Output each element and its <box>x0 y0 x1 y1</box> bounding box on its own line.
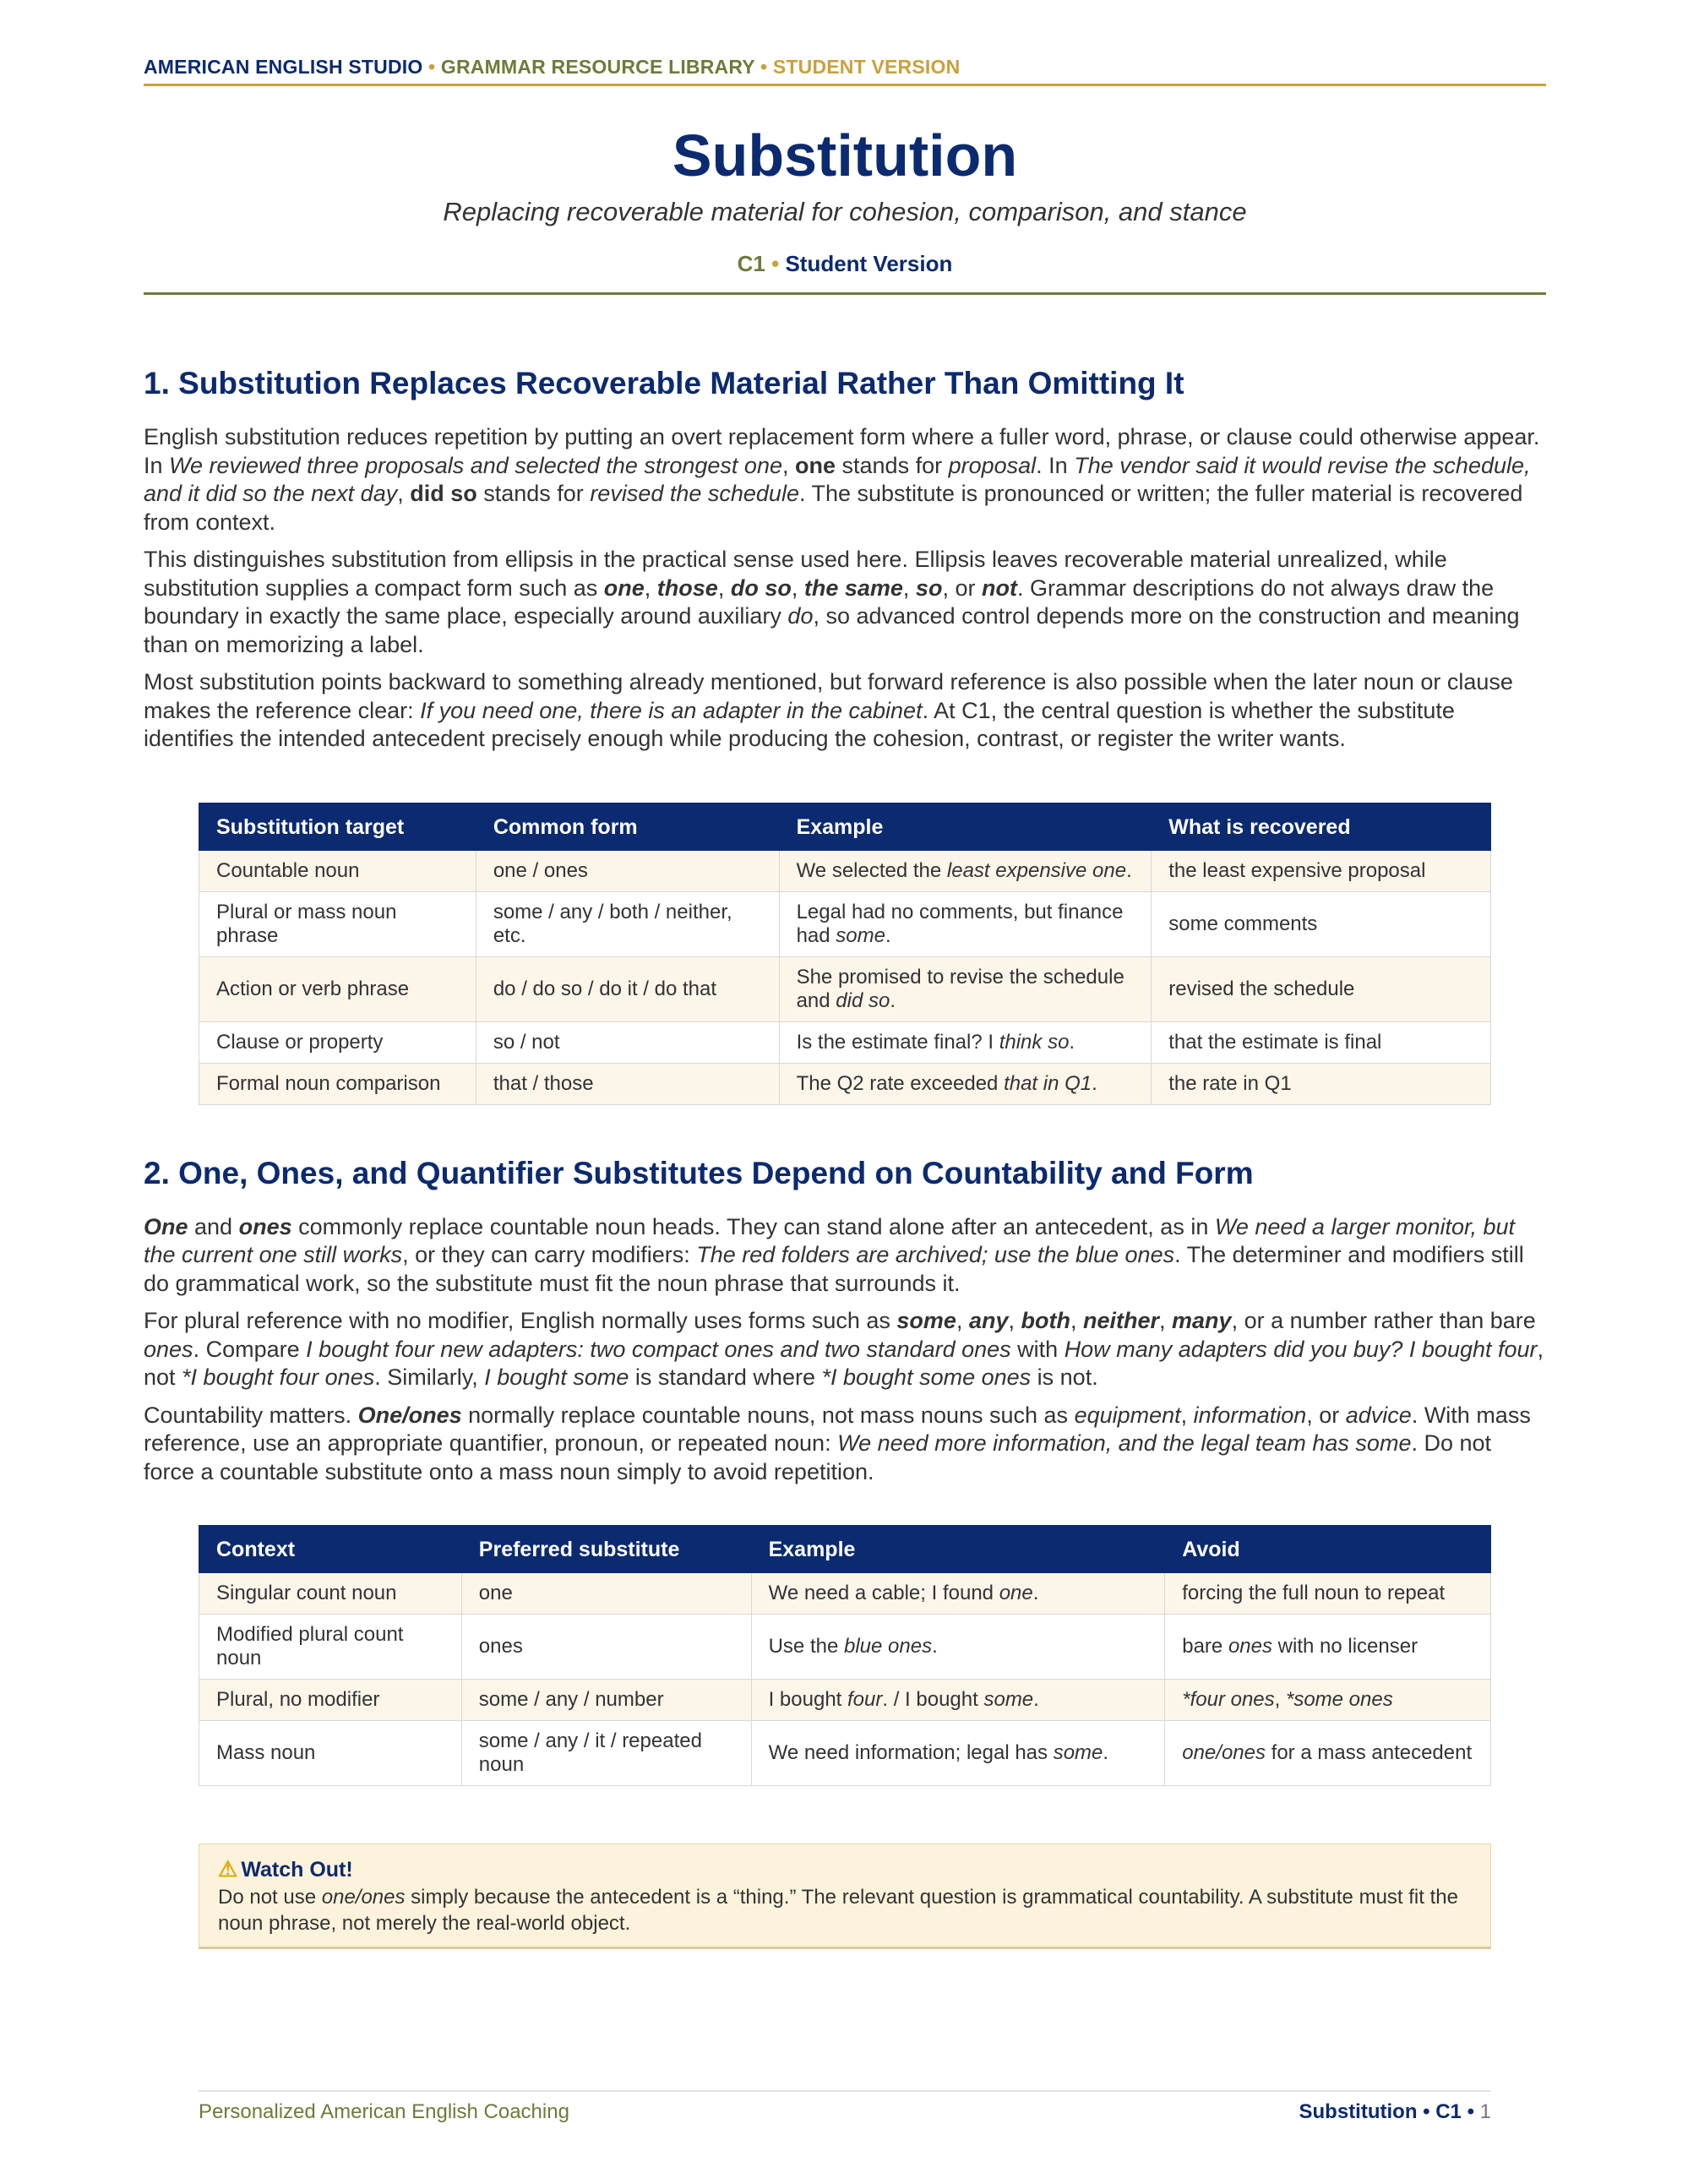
footer-title: Substitution • C1 • <box>1299 2100 1480 2123</box>
text-run: the least expensive proposal <box>1168 858 1426 882</box>
text-run: . Grammar descriptions do not always draw the boundary in exactly the same place, especially around auxiliary <box>144 575 1495 629</box>
text-run: . At C1, the central question is whether the substitute identifies the intended antecedent precisely enough while producing the cohesion, contrast, or register the writer wants. <box>144 697 1455 751</box>
text-run: , or <box>1306 1402 1346 1428</box>
header-library: GRAMMAR RESOURCE LIBRARY <box>440 56 755 78</box>
section-1-heading: 1. Substitution Replaces Recoverable Material Rather Than Omitting It <box>144 366 1184 400</box>
section-1-paragraph-1 <box>144 423 1546 536</box>
text-run: for a mass antecedent <box>1266 1741 1473 1764</box>
emphasis-run: We reviewed three proposals and selected the strongest one <box>169 452 782 478</box>
text-run: . <box>1103 1741 1109 1764</box>
text-run: Clause or property <box>216 1030 384 1054</box>
table-row <box>199 891 1491 956</box>
table-row <box>199 1573 1491 1615</box>
table-cell <box>751 1615 1165 1680</box>
text-run: The Q2 rate exceeded <box>796 1071 1005 1095</box>
page-title: Substitution <box>672 123 1018 188</box>
table-cell <box>461 1721 751 1786</box>
text-run: commonly replace countable noun heads. They can stand alone after an antecedent, as in <box>291 1213 1215 1239</box>
text-run: the rate in Q1 <box>1168 1071 1292 1095</box>
text-run: Plural, no modifier <box>216 1688 380 1711</box>
emphasis-run: not <box>981 575 1017 601</box>
text-run: revised the schedule <box>1168 977 1355 1000</box>
level-line <box>144 251 1546 277</box>
emphasis-run: least expensive one <box>946 858 1127 882</box>
countability-table <box>199 1525 1491 1786</box>
emphasis-run: do <box>787 603 814 629</box>
table-cell <box>199 1063 476 1104</box>
section-1-paragraphs <box>144 423 1546 754</box>
text-run: simply because the antecedent is a “thing.” The relevant question is grammatical countability. A substitute must fit the noun phrase, not merely the real-world object. <box>218 1886 1458 1935</box>
header-brand: AMERICAN ENGLISH STUDIO <box>144 56 423 78</box>
watch-out-callout <box>199 1844 1491 1949</box>
table-row <box>199 1021 1491 1063</box>
emphasis-run: did so <box>410 481 477 506</box>
text-run: . Do not force a countable substitute onto a mass noun simply to avoid repetition. <box>144 1430 1492 1484</box>
emphasis-run: ones <box>144 1336 193 1362</box>
emphasis-run: If you need one, there is an adapter in the cabinet <box>420 697 923 723</box>
emphasis-run: neither <box>1082 1308 1160 1333</box>
text-run: Use the <box>768 1635 844 1658</box>
text-run: We need information; legal has <box>768 1741 1054 1764</box>
text-run: Action or verb phrase <box>216 977 410 1000</box>
emphasis-run: We need a larger monitor, but the current one still works <box>144 1213 1516 1267</box>
text-run: is standard where <box>629 1364 822 1390</box>
emphasis-run: both <box>1021 1308 1070 1333</box>
emphasis-run: some <box>896 1308 956 1333</box>
version-label: Student Version <box>785 251 953 276</box>
table-header-row <box>199 1526 1491 1573</box>
emphasis-run: advice <box>1345 1402 1412 1428</box>
text-run: , <box>1159 1308 1173 1333</box>
header-separator: • <box>754 56 773 78</box>
text-run: Formal noun comparison <box>216 1071 441 1095</box>
emphasis-run: some <box>983 1688 1034 1711</box>
column-header: What is recovered <box>1152 803 1491 850</box>
text-run: . In <box>1036 452 1075 478</box>
text-run: . <box>1092 1071 1097 1095</box>
emphasis-run: equipment <box>1074 1402 1181 1428</box>
text-run: . Compare <box>193 1336 307 1362</box>
text-run: , so advanced control depends more on the construction and meaning than on memorizing a label. <box>144 603 1520 657</box>
column-header: Preferred substitute <box>461 1526 751 1573</box>
section-2-paragraphs <box>144 1213 1546 1487</box>
text-run: forcing the full noun to repeat <box>1182 1582 1446 1604</box>
text-run: so / not <box>493 1030 560 1054</box>
text-run: , not <box>144 1336 1544 1390</box>
text-run: , or they can carry modifiers: <box>402 1242 697 1267</box>
section-2-heading: 2. One, Ones, and Quantifier Substitutes Depend on Countability and Form <box>144 1155 1254 1190</box>
text-run: and <box>188 1213 239 1239</box>
text-run: one / ones <box>493 858 588 882</box>
table-cell <box>779 850 1152 891</box>
table-cell <box>461 1680 751 1721</box>
table-cell <box>461 1615 751 1680</box>
header-separator: • <box>422 56 441 78</box>
emphasis-run: one <box>999 1582 1033 1604</box>
substitution-targets-table <box>199 803 1491 1105</box>
text-run: stands for <box>836 452 949 478</box>
text-run: , or <box>942 575 982 601</box>
text-run: Singular count noun <box>216 1582 397 1604</box>
emphasis-run: One <box>144 1213 188 1239</box>
table-cell <box>199 1021 476 1063</box>
table-row <box>199 1680 1491 1721</box>
text-run: some / any / both / neither, etc. <box>493 900 732 947</box>
table-cell <box>199 1680 462 1721</box>
text-run: She promised to revise the schedule and <box>796 965 1124 1012</box>
table-cell <box>461 1573 751 1615</box>
table-cell <box>476 956 779 1021</box>
text-run: , <box>1274 1688 1286 1711</box>
text-run: . <box>1069 1030 1075 1054</box>
section-1-paragraph-3 <box>144 668 1546 754</box>
emphasis-run: some <box>836 923 885 947</box>
watch-out-title: Watch Out! <box>241 1858 353 1882</box>
text-run: , or a number rather than bare <box>1231 1308 1536 1333</box>
text-run: one <box>478 1582 513 1604</box>
text-run: . <box>1033 1688 1039 1711</box>
text-run: For plural reference with no modifier, English normally uses forms such as <box>144 1308 897 1333</box>
text-run: stands for <box>476 481 591 506</box>
emphasis-run: the same <box>803 575 903 601</box>
column-header: Avoid <box>1165 1526 1491 1573</box>
emphasis-run: one <box>795 452 836 478</box>
page-subtitle: Replacing recoverable material for cohesion, comparison, and stance <box>443 197 1247 226</box>
text-run: . Similarly, <box>374 1364 485 1390</box>
table-cell <box>199 891 476 956</box>
table-row <box>199 1615 1491 1680</box>
text-run: Mass noun <box>216 1741 316 1764</box>
table-row <box>199 1063 1491 1104</box>
emphasis-run: information <box>1193 1402 1307 1428</box>
text-run: , <box>781 452 795 478</box>
text-run: with <box>1010 1336 1065 1362</box>
text-run: , <box>644 575 657 601</box>
text-run: We need a cable; I found <box>768 1582 999 1604</box>
text-run: Countable noun <box>216 858 360 882</box>
level-badge: C1 <box>737 251 765 276</box>
emphasis-run: *four ones <box>1182 1688 1275 1711</box>
warning-icon: ⚠ <box>218 1856 238 1882</box>
text-run: , <box>1008 1308 1021 1333</box>
emphasis-run: many <box>1172 1308 1232 1333</box>
header-version: STUDENT VERSION <box>772 56 961 78</box>
text-run: We selected the <box>796 858 947 882</box>
emphasis-run: The vendor said it would revise the schedule, and it did so the next day <box>144 452 1531 506</box>
table-cell <box>476 1063 779 1104</box>
text-run: . <box>890 989 896 1012</box>
table-cell <box>779 956 1152 1021</box>
text-run: Legal had no comments, but finance had <box>796 900 1124 947</box>
emphasis-run: One/ones <box>357 1402 462 1428</box>
table-cell <box>751 1573 1165 1615</box>
table-cell <box>1152 850 1491 891</box>
emphasis-run: one/ones <box>321 1886 406 1909</box>
emphasis-run: one <box>603 575 645 601</box>
table-cell <box>1152 1021 1491 1063</box>
text-run: Most substitution points backward to something already mentioned, but forward reference is also possible when the later noun or clause makes the reference clear: <box>144 669 1513 723</box>
emphasis-run: ones <box>238 1213 292 1239</box>
table-cell <box>476 1021 779 1063</box>
text-run: do / do so / do it / do that <box>493 977 717 1000</box>
table-cell <box>199 850 476 891</box>
emphasis-run: *some ones <box>1285 1688 1393 1711</box>
emphasis-run: *I bought four ones <box>182 1364 375 1390</box>
table-cell <box>1152 891 1491 956</box>
table-cell <box>199 1573 462 1615</box>
table-cell <box>751 1721 1165 1786</box>
emphasis-run: that in Q1 <box>1004 1071 1092 1095</box>
table-cell <box>199 1721 462 1786</box>
page <box>144 56 1546 1949</box>
table-cell <box>476 850 779 891</box>
emphasis-run: How many adapters did you buy? I bought four <box>1064 1336 1538 1362</box>
table-row <box>199 956 1491 1021</box>
text-run: that / those <box>493 1071 594 1095</box>
text-run: . The substitute is pronounced or written; the fuller material is recovered from context. <box>144 481 1523 535</box>
text-run: English substitution reduces repetition by putting an overt replacement form where a fuller word, phrase, or clause could otherwise appear. In <box>144 424 1540 478</box>
table-cell <box>779 1063 1152 1104</box>
text-run: . <box>1126 858 1132 882</box>
table-cell <box>779 891 1152 956</box>
section-2-paragraph-1 <box>144 1213 1546 1299</box>
text-run: , <box>717 575 731 601</box>
table-row <box>199 1721 1491 1786</box>
text-run: ones <box>478 1635 523 1658</box>
emphasis-run: so <box>915 575 943 601</box>
table-header-row <box>199 803 1491 850</box>
text-run: Countability matters. <box>144 1402 358 1428</box>
table-cell <box>779 1021 1152 1063</box>
table-row <box>199 850 1491 891</box>
text-run: . <box>885 923 891 947</box>
emphasis-run: We need more information, and the legal team has some <box>837 1430 1412 1456</box>
text-run: Do not use <box>218 1886 322 1909</box>
text-run: I bought <box>768 1688 848 1711</box>
emphasis-run: *I bought some ones <box>821 1364 1032 1390</box>
emphasis-run: those <box>656 575 718 601</box>
text-run: normally replace countable nouns, not mass nouns such as <box>461 1402 1075 1428</box>
text-run: with no licenser <box>1271 1635 1418 1658</box>
table-cell <box>1152 956 1491 1021</box>
table-cell <box>1165 1573 1491 1615</box>
column-header: Common form <box>476 803 779 850</box>
emphasis-run: proposal <box>948 452 1037 478</box>
table-cell <box>1165 1680 1491 1721</box>
column-header: Example <box>751 1526 1165 1573</box>
text-run: bare <box>1182 1635 1228 1658</box>
emphasis-run: did so <box>836 989 890 1012</box>
table-cell <box>1165 1615 1491 1680</box>
text-run: This distinguishes substitution from ellipsis in the practical sense used here. Ellipsis leaves recoverable material unrealized, while substitution supplies a compact form such as <box>144 547 1447 601</box>
page-footer <box>199 2090 1491 2124</box>
title-block <box>144 123 1546 295</box>
running-header <box>144 56 1546 86</box>
text-run: some comments <box>1168 912 1318 935</box>
emphasis-run: The red folders are archived; use the blue ones <box>696 1242 1175 1267</box>
text-run: , <box>1180 1402 1194 1428</box>
text-run: . With mass reference, use an appropriate quantifier, pronoun, or repeated noun: <box>144 1402 1531 1456</box>
level-separator: • <box>765 251 786 276</box>
emphasis-run: blue ones <box>843 1635 933 1658</box>
text-run: Is the estimate final? I <box>796 1030 999 1054</box>
page-number: 1 <box>1479 2100 1491 2123</box>
text-run: , <box>1070 1308 1083 1333</box>
column-header: Example <box>779 803 1152 850</box>
text-run: that the estimate is final <box>1168 1030 1382 1054</box>
table-cell <box>751 1680 1165 1721</box>
section-2-paragraph-2 <box>144 1307 1546 1392</box>
section-2-paragraph-3 <box>144 1402 1546 1487</box>
emphasis-run: some <box>1053 1741 1103 1764</box>
emphasis-run: ones <box>1228 1635 1272 1658</box>
text-run: . <box>1032 1582 1039 1604</box>
emphasis-run: I bought some <box>484 1364 629 1390</box>
column-header: Context <box>199 1526 462 1573</box>
footer-right <box>1299 2100 1491 2124</box>
table-cell <box>1165 1721 1491 1786</box>
text-run: some / any / it / repeated noun <box>478 1729 702 1776</box>
text-run: , <box>902 575 916 601</box>
emphasis-run: one/ones <box>1182 1741 1266 1764</box>
text-run: , <box>791 575 804 601</box>
text-run: is not. <box>1031 1364 1098 1390</box>
text-run: , <box>956 1308 969 1333</box>
emphasis-run: four <box>847 1688 883 1711</box>
table-cell <box>199 956 476 1021</box>
watch-out-title-line <box>218 1856 1472 1882</box>
column-header: Substitution target <box>199 803 476 850</box>
table-cell <box>1152 1063 1491 1104</box>
watch-out-text <box>218 1884 1472 1936</box>
emphasis-run: revised the schedule <box>590 481 799 506</box>
text-run: , <box>397 481 411 506</box>
emphasis-run: do so <box>730 575 792 601</box>
text-run: Plural or mass noun phrase <box>216 900 397 947</box>
section-1-paragraph-2 <box>144 546 1546 659</box>
text-run: Modified plural count noun <box>216 1623 404 1669</box>
table-cell <box>199 1615 462 1680</box>
footer-left: Personalized American English Coaching <box>199 2100 569 2123</box>
emphasis-run: I bought four new adapters: two compact ones and two standard ones <box>306 1336 1011 1362</box>
emphasis-run: any <box>968 1308 1009 1333</box>
table-cell <box>476 891 779 956</box>
text-run: . <box>932 1635 938 1658</box>
text-run: . / I bought <box>882 1688 984 1711</box>
text-run: . The determiner and modifiers still do grammatical work, so the substitute must fit the noun phrase that surrounds it. <box>144 1242 1524 1296</box>
text-run: some / any / number <box>478 1688 664 1711</box>
emphasis-run: think so <box>999 1030 1070 1054</box>
